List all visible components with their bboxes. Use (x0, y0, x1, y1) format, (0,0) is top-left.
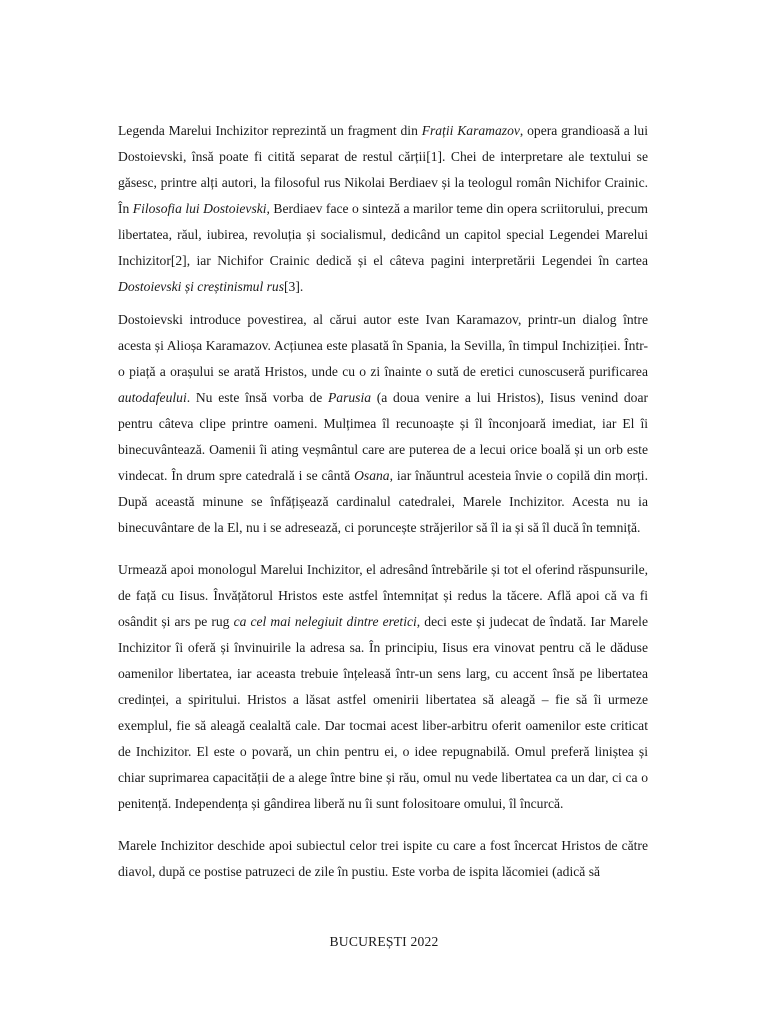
text-run: Dostoievski introduce povestirea, al cărui autor este Ivan Karamazov, printr-un dialog între acesta și Alioșa Karamazov. Acțiunea este plasată în Spania, la Sevilla, în timpul Inchiziției. Într-o piață a orașului se arată Hristos, unde cu o zi înainte o sută de eretici cunoscuseră purificarea (118, 312, 648, 379)
text-run: Urmează apoi monologul Marelui Inchizitor, el adresând întrebările și tot el oferind răspunsurile, de față cu Iisus. Învățătorul Hristos este astfel întemnițat și redus la tăcere. Află apoi că va fi osândit și ars pe rug (118, 562, 648, 629)
text-run: . Nu este însă vorba de (186, 390, 328, 405)
text-run: Berdiaev face o sinteză a marilor teme din opera scriitorului, precum libertatea, răul, iubirea, revoluția și socialismul, dedicând un capitol special Legendei Marelui Inchizitor[2], iar Nichifor Crainic dedică și el câteva pagini interpretării Legendei în cartea (118, 201, 648, 268)
text-run: , opera grandioasă a lui Dostoievski, însă poate fi citită separat de restul cărții[1]. Chei de interpretare ale textului se găsesc, printre alți autori, la filosoful rus Nikolai Berdiaev și la teologul român Nichifor Crainic. În (118, 123, 648, 216)
document-body (118, 118, 648, 885)
italic-text-run: Osana (354, 468, 390, 483)
text-run: Marele Inchizitor deschide apoi subiectul celor trei ispite cu care a fost încercat Hristos de către diavol, după ce postise patruzeci de zile în pustiu. Este vorba de ispita lăcomiei (adică să (118, 838, 648, 879)
text-run: , iar înăuntrul acesteia învie o copilă din morți. După această minune se înfățișează cardinalul catedralei, Marele Inchizitor. Acesta nu ia binecuvântare de la El, nu i se adresează, ci poruncește străjerilor să îl ia și să îl ducă în temniță. (118, 468, 648, 535)
italic-text-run: Filosofia lui Dostoievski, (132, 201, 270, 216)
text-run: , deci este și judecat de îndată. Iar Marele Inchizitor îi oferă și învinuirile la adresa sa. În principiu, Iisus era vinovat pentru că le dăduse oamenilor libertatea, iar aceasta trebuie înțeleasă într-un sens larg, cu accent însă pe libertatea credinței, a spiritului. Hristos a lăsat astfel omenirii libertatea să aleagă – fie să îi urmeze exemplul, fie să aleagă cealaltă cale. Dar tocmai acest liber-arbitru oferit oamenilor este criticat de Inchizitor. El este o povară, un chin pentru ei, o idee repugnabilă. Omul preferă liniștea și chiar suprimarea capacității de a alege între bine și rău, omul nu vede libertatea ca un dar, ci ca o penitență. Independența și gândirea liberă nu îi sunt folositoare omului, îl încurcă. (118, 614, 648, 811)
page-footer: BUCUREȘTI 2022 (329, 934, 439, 949)
paragraph-2 (118, 307, 648, 541)
text-run: (a doua venire a lui Hristos), Iisus venind doar pentru câteva clipe printre oameni. Mulțimea îl recunoaște și îl înconjoară imediat, iar El îi binecuvântează. Oamenii îi ating veșmântul care are puterea de a lecui orice boală și un orb este vindecat. În drum spre catedrală i se cântă (118, 390, 649, 483)
italic-text-run: Parusia (327, 390, 372, 405)
italic-text-run: autodafeului (118, 390, 187, 405)
text-run: [3]. (284, 279, 304, 294)
italic-text-run: Dostoievski și creștinismul rus (118, 279, 285, 294)
italic-text-run: ca cel mai nelegiuit dintre eretici (233, 614, 417, 629)
text-run: Legenda Marelui Inchizitor reprezintă un fragment din (118, 123, 422, 138)
italic-text-run: Frații Karamazov (421, 123, 520, 138)
paragraph-3 (118, 557, 648, 817)
paragraph-1 (118, 118, 648, 300)
paragraph-4 (118, 833, 648, 885)
